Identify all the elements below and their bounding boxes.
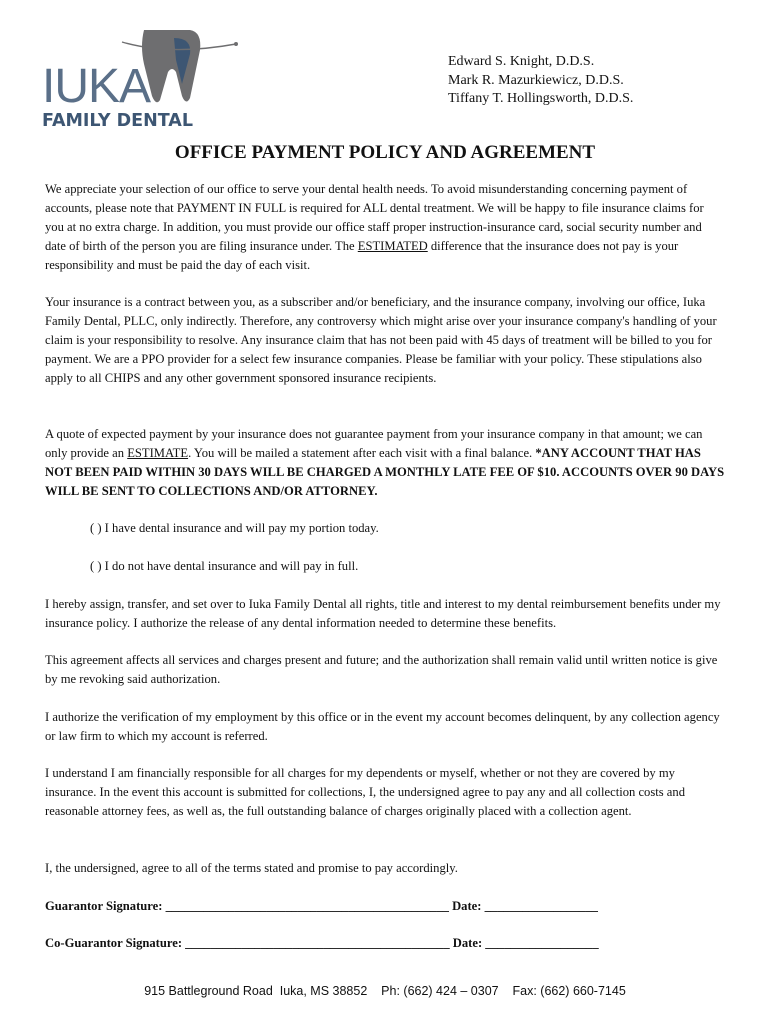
brand-top-text: IUKA xyxy=(42,60,151,113)
doctor-name: Edward S. Knight, D.D.S. xyxy=(448,54,595,69)
no-insurance-choice-option[interactable]: ( ) I do not have dental insurance and will pay in full. xyxy=(90,559,359,573)
paragraph-financial-responsibility: I understand I am financially responsible for all charges for my dependents or myself, whether or not they are covered by my insurance. In the event this account is submitted for collections, I, the undersigned agree to pay any and all collection costs and reasonable attorney fees, as well as, the full outstanding balance of charges originally placed with a collection agent. xyxy=(45,766,685,818)
document-title: OFFICE PAYMENT POLICY AND AGREEMENT xyxy=(174,142,596,163)
footer-contact: 915 Battleground Road Iuka, MS 38852 Ph: (662) 424 – 0307 Fax: (662) 660-7145 xyxy=(144,984,626,998)
paragraph-assignment: I hereby assign, transfer, and set over to Iuka Family Dental all rights, title and interest to my dental reimbursement benefits under my insurance policy. I authorize the release of any dental information needed to determine these benefits. xyxy=(45,597,721,630)
iuka-family-dental-logo xyxy=(40,26,240,130)
tooth-icon xyxy=(142,30,200,102)
paragraph-verification: I authorize the verification of my employment by this office or in the event my account becomes delinquent, by any collection agency or law firm to which my account is referred. xyxy=(45,710,720,743)
doctor-name: Mark R. Mazurkiewicz, D.D.S. xyxy=(448,72,624,88)
co-guarantor-signature-line[interactable]: Co-Guarantor Signature: __________________________________________ Date: __________________ xyxy=(45,936,599,950)
brand-bottom-text: FAMILY DENTAL xyxy=(42,111,194,130)
paragraph-insurance-contract: Your insurance is a contract between you, as a subscriber and/or beneficiary, and the insurance company, involving our office, Iuka Family Dental, PLLC, only indirectly. Therefore, any controversy which might arise over your insurance company's handling of your claim is your responsibility to resolve. Any insurance claim that has not been paid with 45 days of treatment will be billed to you for payment. We are a PPO provider for a select few insurance companies. Please be familiar with your policy. These stipulations also apply to all CHIPS and any other government sponsored insurance recipients. xyxy=(45,295,717,385)
paragraph-agreement-scope: This agreement affects all services and charges present and future; and the authorization shall remain valid until written notice is give by me revoking said authorization. xyxy=(45,653,718,686)
doctors-list xyxy=(448,53,633,109)
doctor-name: Tiffany T. Hollingsworth, D.D.S. xyxy=(448,91,634,106)
insurance-choice-option[interactable]: ( ) I have dental insurance and will pay my portion today. xyxy=(90,521,379,535)
paragraph-acceptance: I, the undersigned, agree to all of the terms stated and promise to pay accordingly. xyxy=(45,861,458,875)
paragraph-estimate: A quote of expected payment by your insurance does not guarantee payment from your insurance company in that amount; we can only provide an ESTIMATE. You will be mailed a statement after each visit with a final balance. *ANY ACCOUNT THAT HAS NOT BEEN PAID WITHIN 30 DAYS WILL BE CHARGED A MONTHLY LATE FEE OF $10. ACCOUNTS OVER 90 DAYS WILL BE SENT TO COLLECTIONS AND/OR ATTORNEY. xyxy=(45,427,725,498)
paragraph-payment-terms: We appreciate your selection of our office to serve your dental health needs. To avoid misunderstanding concerning payment of accounts, please note that PAYMENT IN FULL is required for ALL dental treatment. We will be happy to file insurance claims for you at no extra charge. In addition, you must provide our office staff proper instruction-insurance card, social security number and date of birth of the person you are filing insurance under. The ESTIMATED difference that the insurance does not pay is your responsibility and must be paid the day of each visit. xyxy=(45,182,704,272)
guarantor-signature-line[interactable]: Guarantor Signature: _____________________________________________ Date: __________________ xyxy=(45,899,598,913)
